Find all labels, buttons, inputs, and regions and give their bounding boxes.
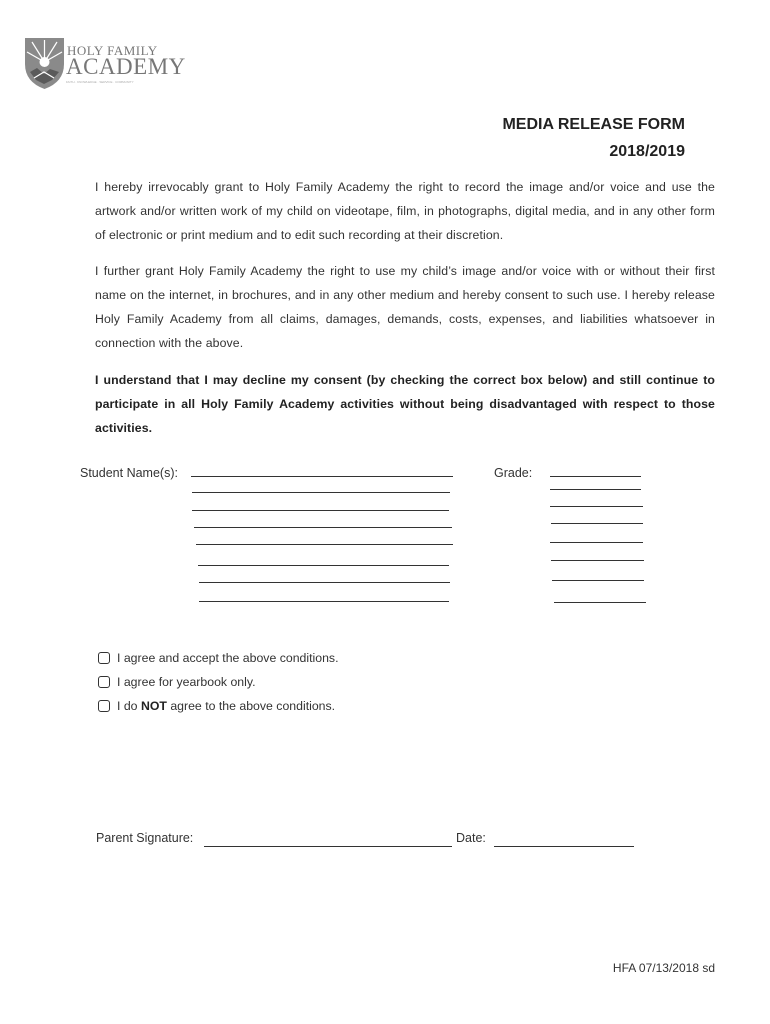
- decline-paragraph: I understand that I may decline my consent (by checking the correct box below) and still continue to participate in all Holy Family Academy activities without being disadvantaged with respect to those activities.: [95, 373, 715, 435]
- logo-text-holy-family: HOLY FAMILY: [67, 43, 158, 58]
- student-name-field[interactable]: [194, 527, 452, 528]
- logo-tagline: FAITH · KNOWLEDGE · SERVICE · COMMUNITY: [66, 80, 134, 84]
- student-name-field[interactable]: [199, 582, 450, 583]
- consent-paragraph-2: I further grant Holy Family Academy the right to use my child’s image and/or voice with or without their first name on the internet, in brochures, and in any other medium and hereby consent to such use. I hereby release Holy Family Academy from all claims, damages, demands, costs, expenses, and liabilities whatsoever in connection with the above.: [95, 264, 715, 350]
- option-decline-pre: I do: [117, 699, 141, 713]
- grade-field[interactable]: [554, 602, 646, 603]
- do-not-agree-checkbox[interactable]: [98, 700, 110, 712]
- form-title-block: [470, 111, 685, 165]
- grade-label: Grade:: [494, 466, 533, 480]
- date-label: Date:: [456, 831, 486, 845]
- option-decline-not: NOT: [140, 699, 167, 713]
- option-agree: [98, 651, 339, 665]
- student-name-field[interactable]: [192, 510, 449, 511]
- student-name-field[interactable]: [191, 476, 453, 477]
- consent-paragraph-1: I hereby irrevocably grant to Holy Family Academy the right to record the image and/or voice and use the artwork and/or written work of my child on videotape, film, in photographs, digital media, and in any other form of electronic or print medium and to edit such recording at their discretion.: [95, 180, 715, 242]
- form-title: MEDIA RELEASE FORM: [502, 116, 685, 133]
- yearbook-only-checkbox[interactable]: [98, 676, 110, 688]
- option-decline: [98, 699, 335, 713]
- grade-field[interactable]: [551, 560, 644, 561]
- option-yearbook-label: I agree for yearbook only.: [117, 675, 256, 689]
- grade-field[interactable]: [550, 476, 641, 477]
- form-revision-code: HFA 07/13/2018 sd: [612, 961, 715, 975]
- agree-checkbox[interactable]: [98, 652, 110, 664]
- shield-icon: [25, 38, 64, 89]
- parent-signature-label: Parent Signature:: [96, 831, 194, 845]
- date-field[interactable]: [494, 846, 634, 847]
- option-decline-post: agree to the above conditions.: [166, 699, 336, 713]
- student-name-field[interactable]: [192, 492, 450, 493]
- option-decline-label: [117, 699, 335, 713]
- form-year: 2018/2019: [609, 143, 685, 160]
- student-name-label: Student Name(s):: [80, 466, 178, 480]
- grade-field[interactable]: [550, 542, 643, 543]
- option-yearbook: [98, 675, 256, 689]
- grade-field[interactable]: [550, 506, 643, 507]
- grade-field[interactable]: [551, 523, 643, 524]
- grade-field[interactable]: [552, 580, 644, 581]
- logo-text-academy: ACADEMY: [66, 54, 186, 79]
- student-name-field[interactable]: [198, 565, 449, 566]
- option-agree-label: I agree and accept the above conditions.: [117, 651, 339, 665]
- student-name-field[interactable]: [199, 601, 449, 602]
- grade-field[interactable]: [550, 489, 641, 490]
- parent-signature-field[interactable]: [204, 846, 452, 847]
- student-name-field[interactable]: [196, 544, 453, 545]
